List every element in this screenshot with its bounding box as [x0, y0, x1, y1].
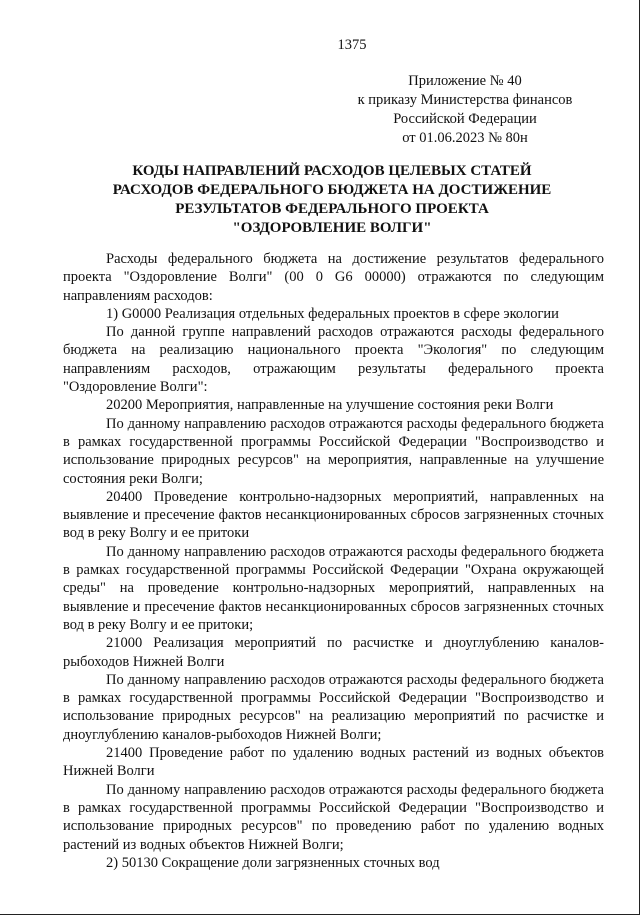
document-body — [63, 250, 604, 872]
intro-paragraph: Расходы федерального бюджета на достижение результатов федерального проекта "Оздоровление Волги" (00 0 G6 00000) отражаются по следующим направлениям расходов: — [63, 251, 604, 304]
section-heading: 1) G0000 Реализация отдельных федеральных проектов в сфере экологии — [106, 305, 559, 322]
title-line: РАСХОДОВ ФЕДЕРАЛЬНОГО БЮДЖЕТА НА ДОСТИЖЕНИЕ — [112, 182, 552, 198]
title-line: КОДЫ НАПРАВЛЕНИЙ РАСХОДОВ ЦЕЛЕВЫХ СТАТЕЙ — [132, 163, 532, 179]
title-line: "ОЗДОРОВЛЕНИЕ ВОЛГИ" — [232, 220, 432, 236]
appendix-line: к приказу Министерства финансов — [357, 92, 573, 108]
body-paragraph: По данному направлению расходов отражаются расходы федерального бюджета в рамках государственной программы Российской Федерации "Воспроизводство и использование природных ресурсов" на реализацию мероприятий по расчистке и дноуглублению каналов-рыбоходов Нижней Волги; — [63, 671, 604, 743]
title-line: РЕЗУЛЬТАТОВ ФЕДЕРАЛЬНОГО ПРОЕКТА — [175, 201, 489, 217]
body-paragraph: По данному направлению расходов отражаются расходы федерального бюджета в рамках государственной программы Российской Федерации "Воспроизводство и использование природных ресурсов" на мероприятия, направленные на улучшение состояния реки Волги; — [63, 415, 604, 487]
code-heading: 21000 Реализация мероприятий по расчистке и дноуглублению каналов-рыбоходов Нижней Волги — [63, 635, 604, 670]
body-paragraph: По данному направлению расходов отражаются расходы федерального бюджета в рамках государственной программы Российской Федерации "Воспроизводство и использование природных ресурсов" по проведению работ по удалению водных растений из водных объектов Нижней Волги; — [63, 781, 604, 853]
body-paragraph: По данному направлению расходов отражаются расходы федерального бюджета в рамках государственной программы Российской Федерации "Охрана окружающей среды" на проведение контрольно-надзорных мероприятий, направленных на выявление и пресечение фактов несанкционированных сбросов загрязненных сточных вод в реку Волгу и ее притоки; — [63, 543, 604, 633]
document-title — [62, 162, 602, 238]
appendix-line: Приложение № 40 — [408, 73, 522, 89]
appendix-line: от 01.06.2023 № 80н — [402, 130, 528, 146]
appendix-header — [330, 72, 600, 148]
body-paragraph: По данной группе направлений расходов отражаются расходы федерального бюджета на реализацию национального проекта "Экология" по следующим направлениям расходов, отражающим результаты федерального проекта "Оздоровление Волги": — [63, 324, 604, 396]
code-heading: 20400 Проведение контрольно-надзорных мероприятий, направленных на выявление и пресечение фактов несанкционированных сбросов загрязненных сточных вод в реку Волгу и ее притоки — [63, 488, 604, 542]
page-number: 1375 — [337, 37, 367, 53]
section-heading: 2) 50130 Сокращение доли загрязненных сточных вод — [106, 854, 440, 871]
code-heading: 21400 Проведение работ по удалению водных растений из водных объектов Нижней Волги — [63, 745, 604, 780]
appendix-line: Российской Федерации — [393, 111, 537, 127]
code-heading: 20200 Мероприятия, направленные на улучшение состояния реки Волги — [106, 397, 554, 414]
